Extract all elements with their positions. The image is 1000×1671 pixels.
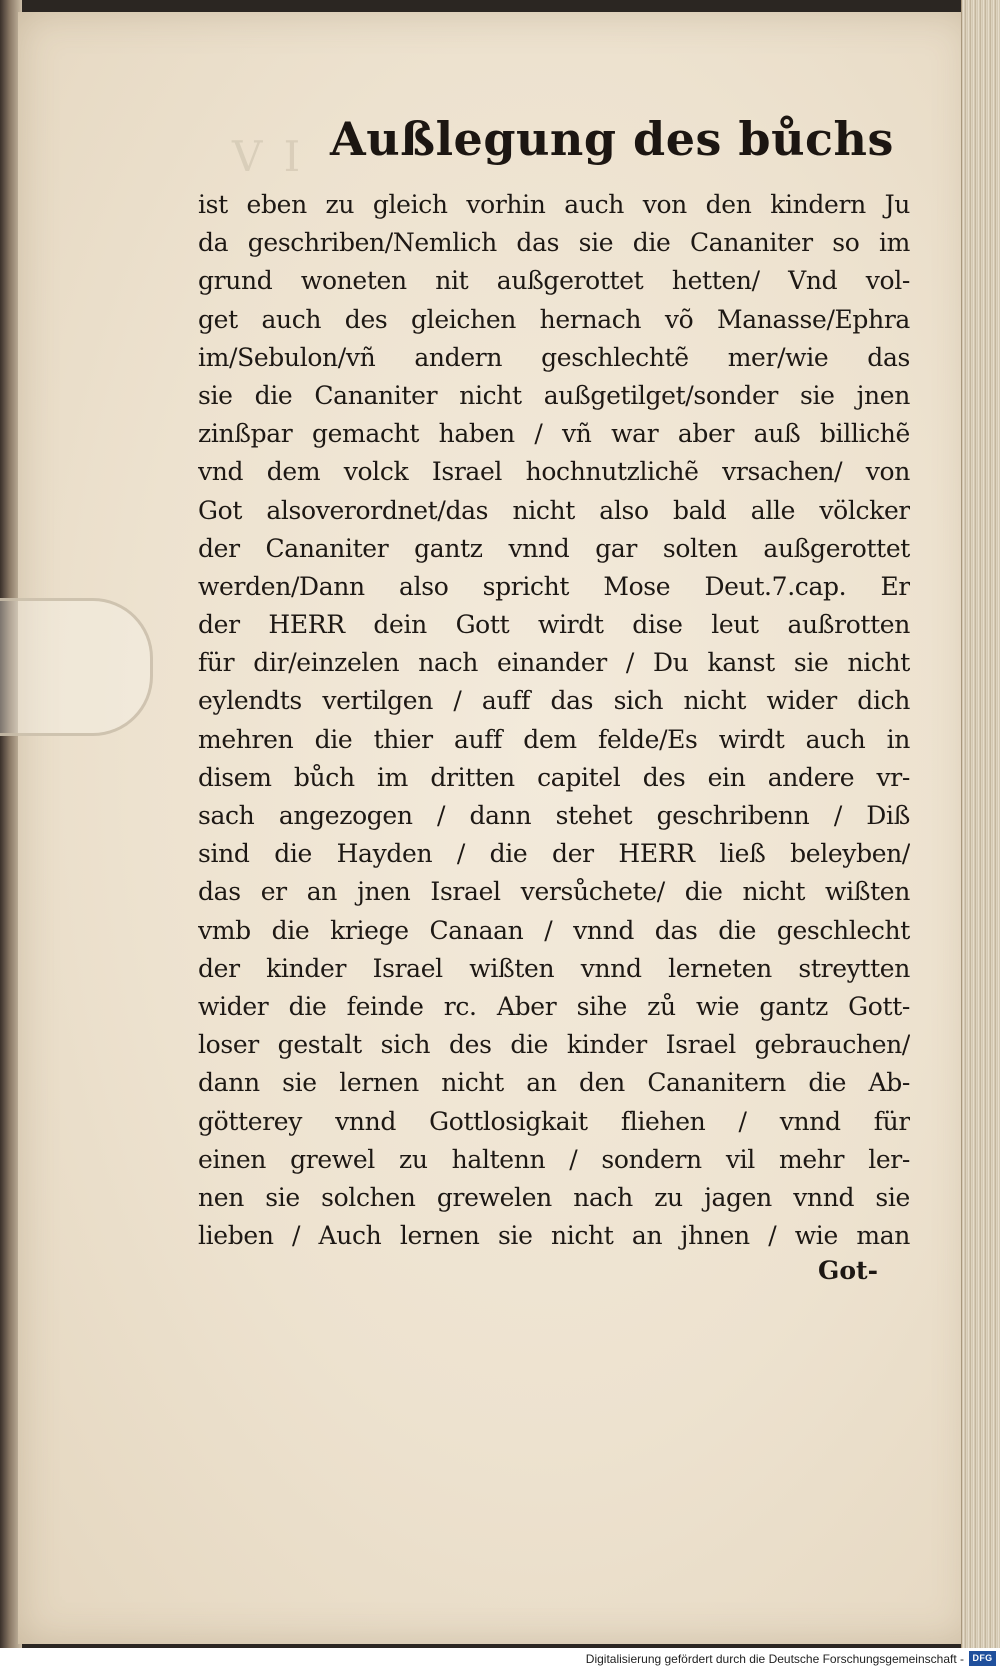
text-line: get auch des gleichen hernach võ Manasse/Ephra bbox=[198, 304, 910, 334]
text-line: götterey vnnd Gottlosigkait fliehen / vnnd für bbox=[198, 1106, 910, 1136]
running-head: Außlegung des bůchs bbox=[330, 112, 894, 166]
text-line: vmb die kriege Canaan / vnnd das die geschlecht bbox=[198, 915, 910, 945]
text-line: sind die Hayden / die der HERR ließ beleyben/ bbox=[198, 839, 910, 869]
text-line: der HERR dein Gott wirdt dise leut außrotten bbox=[198, 610, 910, 640]
text-line: lieben / Auch lernen sie nicht an jhnen / wie man bbox=[198, 1221, 910, 1251]
text-line: das er an jnen Israel versůchete/ die nicht wißten bbox=[198, 877, 910, 907]
text-line: dann sie lernen nicht an den Cananitern die Ab- bbox=[198, 1068, 910, 1098]
catchword: Got- bbox=[818, 1256, 878, 1285]
text-line: der kinder Israel wißten vnnd lerneten streytten bbox=[198, 953, 910, 983]
text-line: zinßpar gemacht haben / vñ war aber auß billichẽ bbox=[198, 419, 910, 449]
text-line: einen grewel zu haltenn / sondern vil mehr ler- bbox=[198, 1144, 910, 1174]
text-line: der Cananiter gantz vnnd gar solten außgerottet bbox=[198, 533, 910, 563]
page-fore-edges bbox=[961, 0, 1000, 1648]
text-line: nen sie solchen grewelen nach zu jagen vnnd sie bbox=[198, 1182, 910, 1212]
footer-bar bbox=[0, 1648, 1000, 1671]
footer-credit: Digitalisierung gefördert durch die Deutsche Forschungsgemeinschaft - bbox=[585, 1652, 964, 1666]
text-block bbox=[198, 186, 910, 1255]
text-line: mehren die thier auff dem felde/Es wirdt auch in bbox=[198, 724, 910, 754]
text-line: disem bůch im dritten capitel des ein andere vr- bbox=[198, 762, 910, 792]
text-line: sach angezogen / dann stehet geschribenn / Diß bbox=[198, 801, 910, 830]
dfg-logo: DFG bbox=[969, 1651, 996, 1666]
show-through-marks: V I bbox=[232, 132, 305, 181]
text-line: Got alsoverordnet/das nicht also bald alle völcker bbox=[198, 495, 910, 525]
text-line: wider die feinde rc. Aber sihe zů wie gantz Gott- bbox=[198, 991, 910, 1021]
text-line: da geschriben/Nemlich das sie die Cananiter so im bbox=[198, 228, 910, 258]
text-line: loser gestalt sich des die kinder Israel gebrauchen/ bbox=[198, 1030, 910, 1060]
text-line: vnd dem volck Israel hochnutzlichẽ vrsachen/ von bbox=[198, 457, 910, 487]
text-line: ist eben zu gleich vorhin auch von den kindern Ju bbox=[198, 190, 910, 219]
text-line: eylendts vertilgen / auff das sich nicht wider dich bbox=[198, 686, 910, 716]
text-line: werden/Dann also spricht Mose Deut.7.cap. Er bbox=[198, 571, 910, 601]
text-line: grund woneten nit außgerottet hetten/ Vnd vol- bbox=[198, 266, 910, 296]
text-line: für dir/einzelen nach einander / Du kanst sie nicht bbox=[198, 648, 910, 678]
text-line: im/Sebulon/vñ andern geschlechtẽ mer/wie das bbox=[198, 342, 910, 372]
text-line: sie die Cananiter nicht außgetilget/sonder sie jnen bbox=[198, 380, 910, 410]
bookmark-clip bbox=[0, 598, 153, 736]
